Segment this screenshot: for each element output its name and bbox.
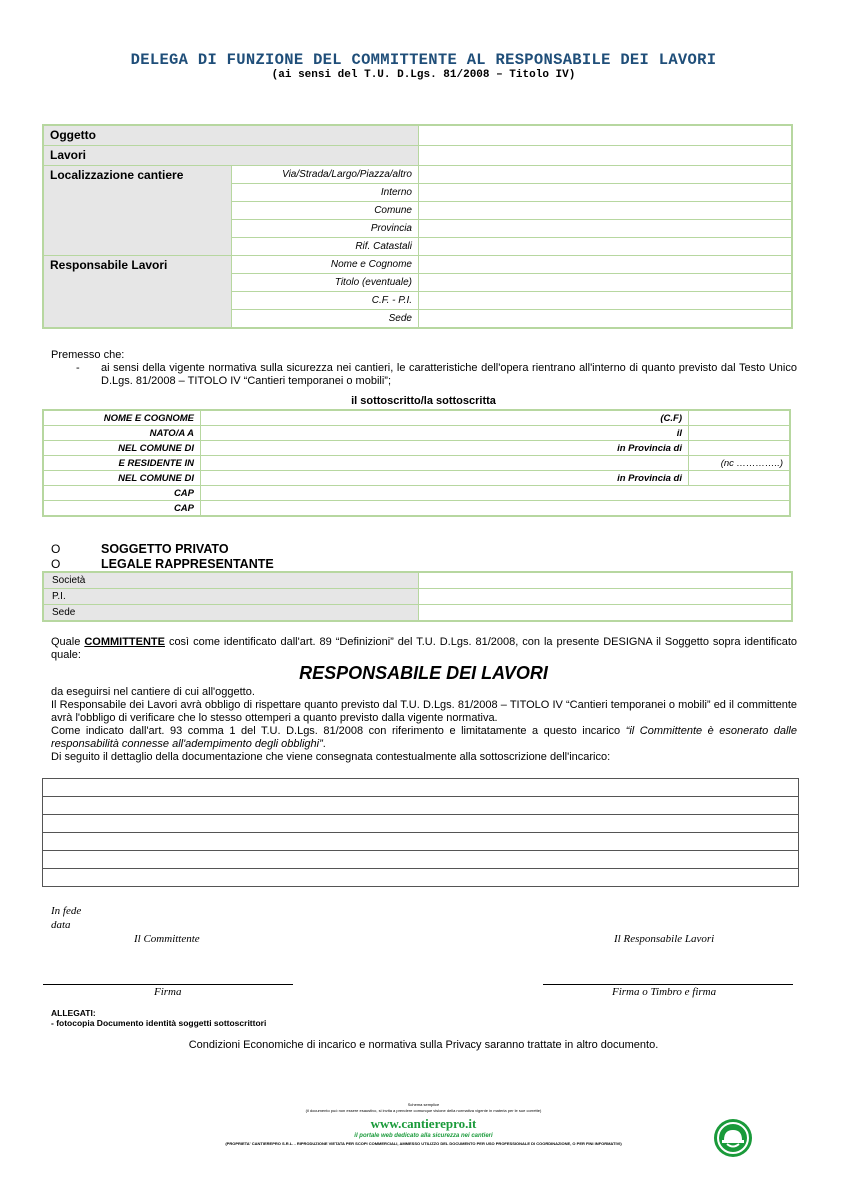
allegati-item: - fotocopia Documento identità soggetti sottoscrittori [51,1018,267,1028]
sede-label: Sede [43,605,419,622]
loc-field[interactable] [419,184,793,202]
resp-field[interactable] [419,292,793,310]
loc-field[interactable] [419,166,793,184]
footer-line1: Schema semplice [407,1102,440,1107]
comune-label: NEL COMUNE DI [43,441,201,456]
allegati-title: ALLEGATI: [51,1008,96,1018]
provincia-field[interactable] [689,441,791,456]
paragraph-obblighi: Il Responsabile dei Lavori avrà obbligo di rispettare quanto previsto dal T.U. D.Lgs. 81/2008 – TITOLO IV “Cantieri temporanei o mobili” ed il committente avrà l'obbligo di verificare che lo stesso ottemperi a quanto previsto dalla vigente normativa. [51,699,797,724]
quale-text: Quale [51,636,85,648]
cantiere-table [42,124,793,329]
in-fede-label: In fede [51,905,82,917]
residente-label: E RESIDENTE IN [43,456,201,471]
condizioni-note: Condizioni Economiche di incarico e normativa sulla Privacy saranno trattate in altro documento. [188,1039,659,1051]
cap-label: CAP [43,486,201,501]
doc-row[interactable] [43,797,799,815]
cap-field[interactable] [201,501,791,517]
doc-row[interactable] [43,815,799,833]
residente-field[interactable] [201,456,689,471]
loc-field[interactable] [419,202,793,220]
loc-sublabel: Interno [231,184,419,202]
footer-line2: (il documento può non essere esaustivo, si invita a prendere comunque visione della normativa vigente in materia per le sue corrette) [305,1108,542,1113]
bullet-dash: - [76,362,80,374]
lavori-field[interactable] [419,146,793,166]
cap-label: CAP [43,501,201,517]
comune-label: NEL COMUNE DI [43,471,201,486]
resp-sublabel: C.F. - P.I. [231,292,419,310]
responsabile-label: Responsabile Lavori [43,256,231,329]
legale-label: LEGALE RAPPRESENTANTE [101,557,274,571]
resp-sublabel: Titolo (eventuale) [231,274,419,292]
pi-label: P.I. [43,589,419,605]
responsabile-signature-label: Il Responsabile Lavori [614,933,715,945]
oggetto-label: Oggetto [43,125,419,146]
esonero-text: Come indicato dall'art. 93 comma 1 del T.U. D.Lgs. 81/2008 con riferimento e limitatamente a questo incarico [51,725,626,737]
sottoscritto-heading: il sottoscritto/la sottoscritta [351,395,496,407]
premesso-intro: Premesso che: [51,349,125,361]
resp-field[interactable] [419,310,793,329]
loc-sublabel: Rif. Catastali [231,238,419,256]
cap-field[interactable] [201,486,791,501]
lavori-label: Lavori [43,146,419,166]
paragraph-esonero [51,725,797,751]
societa-table [42,571,793,622]
sottoscritto-table [42,409,791,517]
il-field[interactable] [689,426,791,441]
helmet-icon [714,1119,752,1157]
il-label: il [201,426,689,441]
doc-row[interactable] [43,833,799,851]
quale-post: così come identificato dall'art. 89 “Definizioni” del T.U. D.Lgs. 81/2008, con la presente DESIGNA il Soggetto sopra identificato quale: [51,636,797,661]
paragraph-oggetto: da eseguirsi nel cantiere di cui all'oggetto. [51,686,255,698]
loc-sublabel: Via/Strada/Largo/Piazza/altro [231,166,419,184]
footer-tagline: il portale web dedicato alla sicurezza nei cantieri [354,1133,493,1139]
loc-sublabel: Comune [231,202,419,220]
loc-sublabel: Provincia [231,220,419,238]
resp-sublabel: Nome e Cognome [231,256,419,274]
firma-timbro-caption: Firma o Timbro e firma [612,986,717,998]
doc-row[interactable] [43,869,799,887]
responsabile-signature-line[interactable] [543,984,793,985]
paragraph-documentazione: Di seguito il dettaglio della documentazione che viene consegnata contestualmente alla sottoscrizione dell'incarico: [51,751,611,763]
designa-paragraph [51,636,797,662]
provincia-field[interactable] [689,471,791,486]
cf-label: (C.F) [201,410,689,426]
data-label: data [51,919,71,931]
nato-label: NATO/A A [43,426,201,441]
resp-field[interactable] [419,256,793,274]
provincia-label: in Provincia di [201,441,689,456]
oggetto-field[interactable] [419,125,793,146]
resp-field[interactable] [419,274,793,292]
nome-label: NOME E COGNOME [43,410,201,426]
esonero-end: . [322,738,326,750]
committente-keyword: COMMITTENTE [84,636,165,648]
sede-field[interactable] [419,605,793,622]
committente-signature-label: Il Committente [134,933,200,945]
nc-label: (nc …………..) [689,456,791,471]
cf-field[interactable] [689,410,791,426]
societa-field[interactable] [419,572,793,589]
pi-field[interactable] [419,589,793,605]
loc-field[interactable] [419,220,793,238]
resp-sublabel: Sede [231,310,419,329]
document-title: DELEGA DI FUNZIONE DEL COMMITTENTE AL RESPONSABILE DEI LAVORI [130,51,717,69]
provincia-label: in Provincia di [201,471,689,486]
documentazione-table [42,778,799,887]
privato-label: SOGGETTO PRIVATO [101,542,229,556]
privato-radio[interactable]: O [51,542,61,556]
firma-caption: Firma [154,986,182,998]
doc-row[interactable] [43,779,799,797]
premessa-text: ai sensi della vigente normativa sulla sicurezza nei cantieri, le caratteristiche dell'opera rientrano all'interno di quanto previsto dal Testo Unico D.Lgs. 81/2008 – TITOLO IV “Cantieri temporanei o mobili”; [101,362,797,387]
committente-signature-line[interactable] [43,984,293,985]
societa-label: Società [43,572,419,589]
document-subtitle: (ai sensi del T.U. D.Lgs. 81/2008 – Titolo IV) [271,69,576,81]
legale-radio[interactable]: O [51,557,61,571]
footer-site-link[interactable]: www.cantierepro.it [370,1116,477,1131]
cantierepro-logo [714,1119,752,1157]
loc-field[interactable] [419,238,793,256]
responsabile-dei-lavori-heading: RESPONSABILE DEI LAVORI [299,663,548,683]
esonero-quote: “il Committente è esonerato dalle responsabilità connesse all'adempimento degli obblighi” [51,725,797,750]
footer-legal: (PROPRIETA' CANTIEREPRO S.R.L. - RIPRODUZIONE VIETATA PER SCOPI COMMERCIALI, AMMESSO UTILIZZO DEL DOCUMENTO PER USO PROFESSIONALE DI COORDINAZIONE, O PER FINI INFORMATIVI) [225,1141,622,1146]
localizzazione-label: Localizzazione cantiere [43,166,231,256]
doc-row[interactable] [43,851,799,869]
